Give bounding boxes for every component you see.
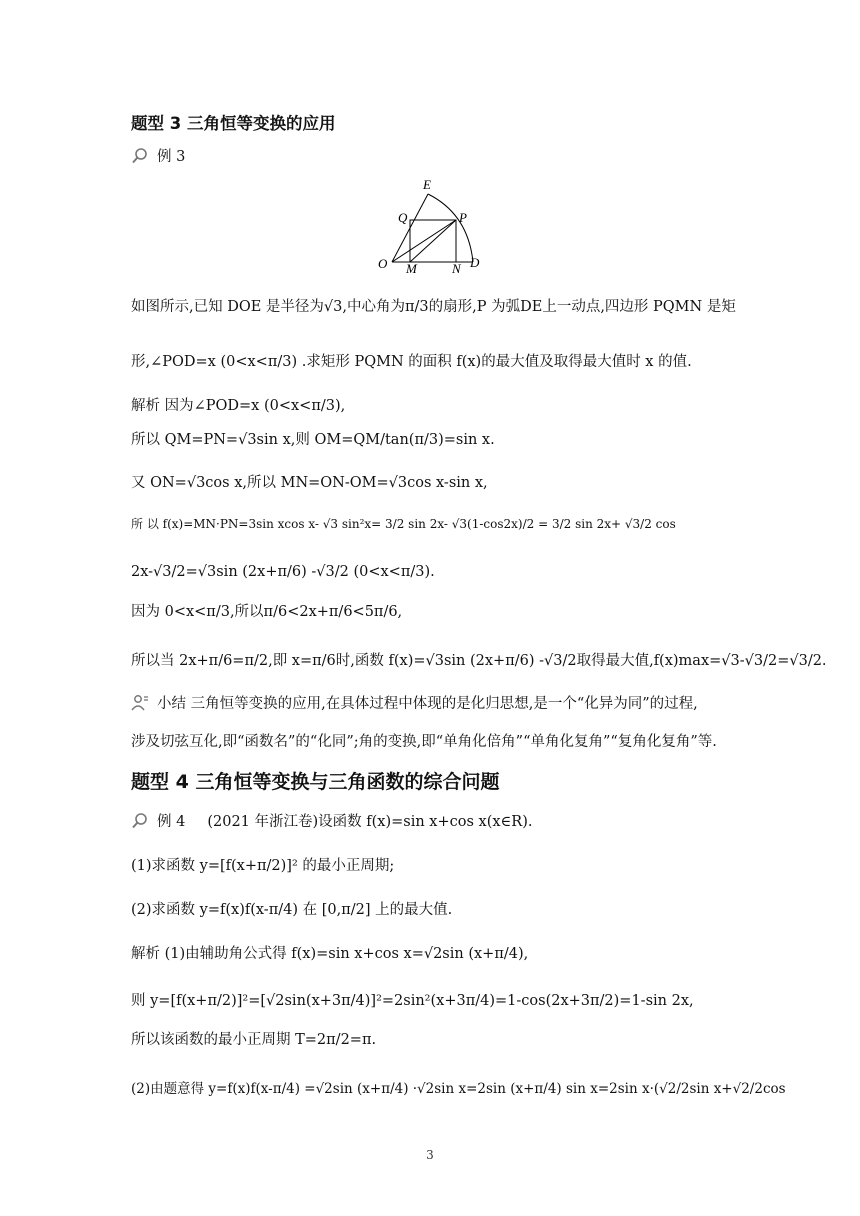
text-line-9: 所以当 2x+π/6=π/2,即 x=π/6时,函数 f(x)=√3sin (2x+π/6) -√3/2取得最大值,f(x)max=√3-√3/2=√3/2. [131,653,827,669]
section-heading-3: 题型 3 三角恒等变换的应用 [131,114,336,133]
solution-line-3: 所以该函数的最小正周期 T=2π/2=π. [131,1032,377,1048]
text-line-6: 所 以 f(x)=MN·PN=3sin xcos x- √3 sin²x= 3/2 sin 2x- √3(1-cos2x)/2 = 3/2 sin 2x+ √3/2 cos [131,517,676,531]
example-4-row [131,810,532,831]
text-line-5: 又 ON=√3cos x,所以 MN=ON-OM=√3cos x-sin x, [131,475,488,491]
magnifier-icon [131,147,149,165]
summary-row [131,692,698,713]
label-N: N [452,261,461,276]
label-M: M [406,261,417,276]
magnifier-icon [131,812,149,830]
text-line-4: 所以 QM=PN=√3sin x,则 OM=QM/tan(π/3)=sin x. [131,432,495,448]
solution-line-4: (2)由题意得 y=f(x)f(x-π/4) =√2sin (x+π/4) ·√2sin x=2sin (x+π/4) sin x=2sin x·(√2/2sin x+√2/2cos [131,1081,786,1097]
label-Q: Q [398,210,408,225]
summary-text: 小结 三角恒等变换的应用,在具体过程中体现的是化归思想,是一个“化异为同”的过程, [157,696,698,712]
text-line-1: 如图所示,已知 DOE 是半径为√3,中心角为π/3的扇形,P 为弧DE上一动点,四边形 PQMN 是矩 [131,299,736,315]
text-line-7: 2x-√3/2=√3sin (2x+π/6) -√3/2 (0<x<π/3). [131,564,435,580]
question-2: (2)求函数 y=f(x)f(x-π/4) 在 [0,π/2] 上的最大值. [131,902,453,918]
label-E: E [423,177,431,192]
sector-rectangle-figure [370,176,490,276]
question-1: (1)求函数 y=[f(x+π/2)]² 的最小正周期; [131,858,395,874]
example-4-text: (2021 年浙江卷)设函数 f(x)=sin x+cos x(x∈R). [207,814,533,830]
page-number: 3 [426,1148,434,1162]
label-O: O [378,256,388,271]
solution-line-2: 则 y=[f(x+π/2)]²=[√2sin(x+3π/4)]²=2sin²(x+3π/4)=1-cos(2x+3π/2)=1-sin 2x, [131,993,694,1009]
label-P: P [459,210,467,225]
text-line-2: 形,∠POD=x (0<x<π/3) .求矩形 PQMN 的面积 f(x)的最大值及取得最大值时 x 的值. [131,354,692,370]
text-line-11: 涉及切弦互化,即“函数名”的“化同”;角的变换,即“单角化倍角”“单角化复角”“复角化复角”等. [131,734,717,750]
text-line-3: 解析 因为∠POD=x (0<x<π/3), [131,398,346,414]
example-3-label: 例 3 [157,149,186,165]
person-note-icon [131,694,149,712]
solution-line-1: 解析 (1)由辅助角公式得 f(x)=sin x+cos x=√2sin (x+π/4), [131,946,529,962]
label-D: D [470,255,480,270]
example-3-label-row [131,145,185,166]
text-line-8: 因为 0<x<π/3,所以π/6<2x+π/6<5π/6, [131,604,403,620]
section-heading-4: 题型 4 三角恒等变换与三角函数的综合问题 [131,771,500,793]
example-4-label: 例 4 [157,814,186,830]
